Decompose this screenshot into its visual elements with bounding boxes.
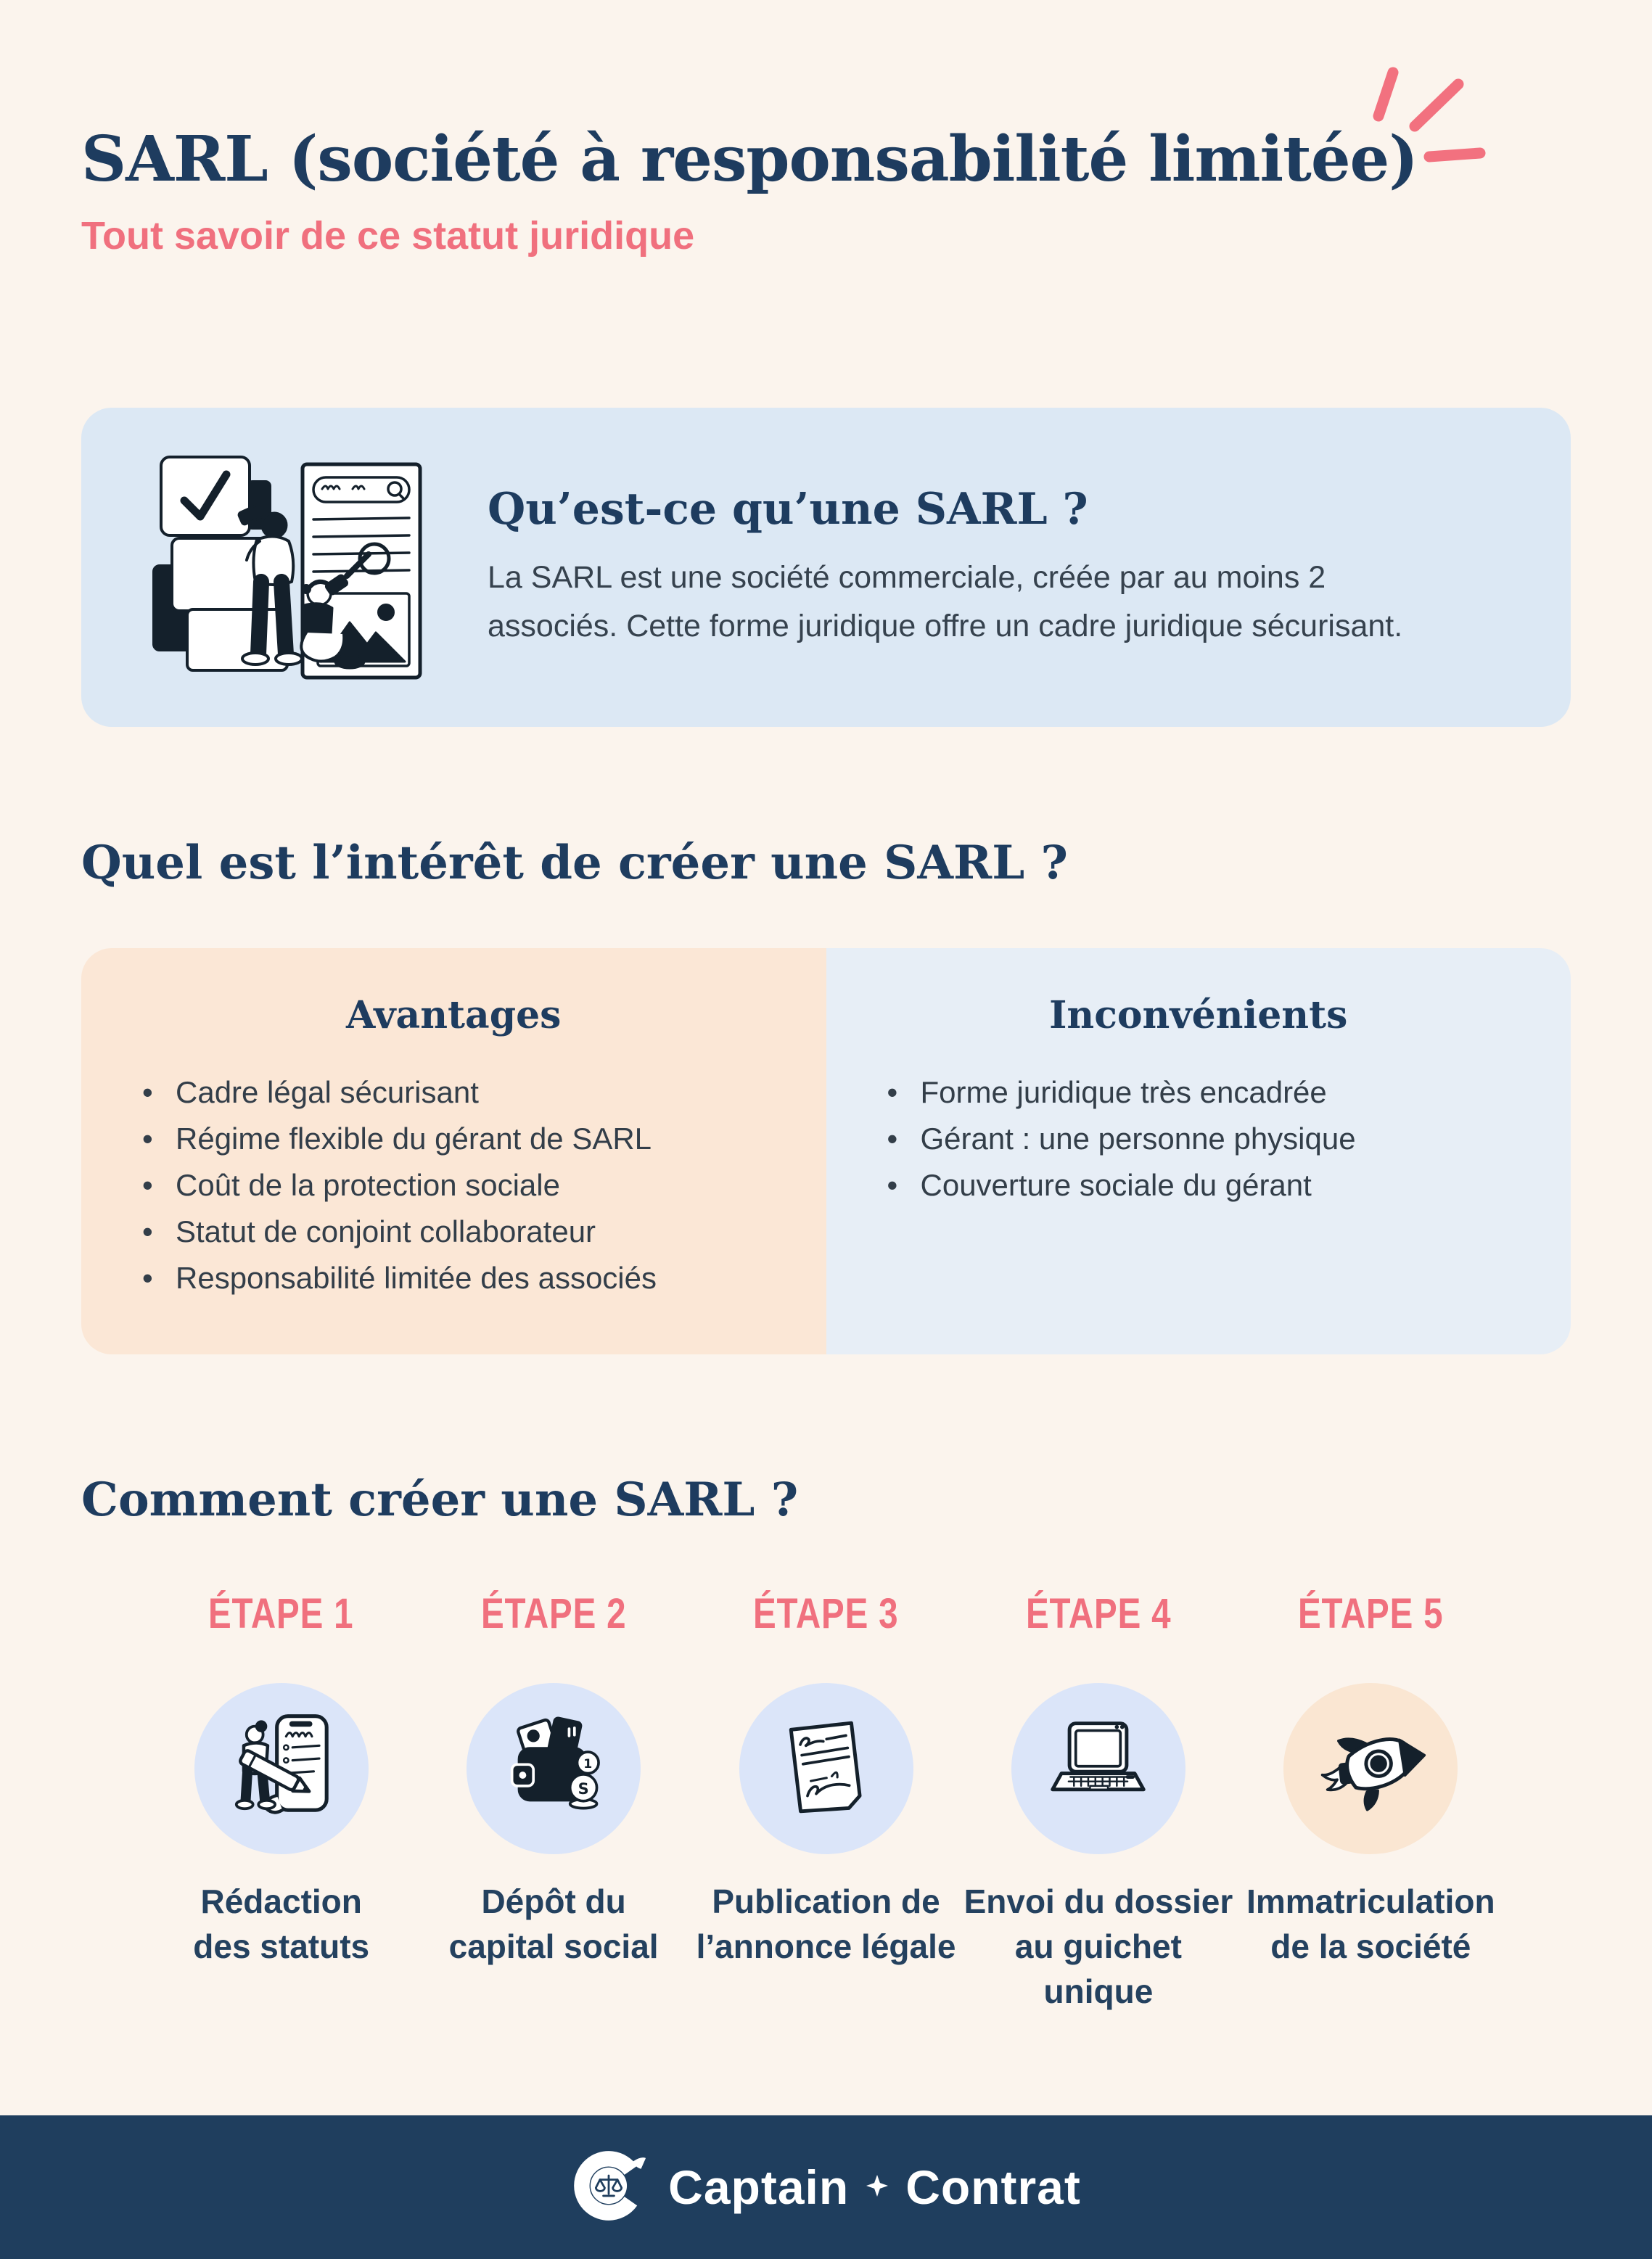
howto-section-heading: Comment créer une SARL ?: [81, 1473, 799, 1528]
advantage-item: • Coût de la protection sociale: [142, 1162, 797, 1209]
captain-contrat-scales-emblem: [571, 2145, 646, 2230]
step-2: [417, 1589, 689, 2014]
interest-section-heading: Quel est l’intérêt de créer une SARL ?: [81, 836, 1068, 891]
sparkle-strokes-icon: [1358, 49, 1489, 169]
step-5-label: [1246, 1879, 1495, 1969]
step-3-circle: [739, 1683, 913, 1854]
step-4: [962, 1589, 1234, 2014]
what-is-sarl-body: La SARL est une société commerciale, créée par au moins 2 associés. Cette forme juridique offre un cadre juridique sécurisant.: [488, 560, 1403, 644]
step-3-tag: ÉTAPE 3: [753, 1590, 899, 1638]
step-5-circle: [1283, 1683, 1458, 1854]
step-2-label: [449, 1879, 659, 1969]
advantages-panel: [81, 948, 826, 1354]
disadvantages-panel: [826, 948, 1571, 1354]
advantage-item: • Statut de conjoint collaborateur: [142, 1209, 797, 1255]
step-1: [145, 1589, 417, 2014]
two-people-reviewing-documents-illustration: [81, 444, 488, 691]
step-5-label-line2: de la société: [1270, 1927, 1471, 1966]
what-is-sarl-card: [81, 408, 1571, 727]
advantage-item: • Cadre légal sécurisant: [142, 1069, 797, 1116]
footer-brand-bar: [0, 2115, 1652, 2259]
step-5-tag: ÉTAPE 5: [1298, 1590, 1444, 1638]
step-1-circle: [194, 1683, 369, 1854]
step-2-label-line2: capital social: [448, 1927, 659, 1966]
what-is-sarl-content: [488, 484, 1571, 651]
step-2-circle: [467, 1683, 641, 1854]
star-icon: [866, 2175, 888, 2200]
page-subtitle: Tout savoir de ce statut juridique: [81, 214, 695, 258]
what-is-sarl-heading: Qu’est-ce qu’une SARL ?: [488, 484, 1088, 535]
step-4-circle: [1011, 1683, 1185, 1854]
signed-document-icon: [766, 1709, 886, 1829]
disadvantage-item: • Forme juridique très encadrée: [887, 1069, 1542, 1116]
step-4-tag: ÉTAPE 4: [1025, 1590, 1172, 1638]
step-2-tag: ÉTAPE 2: [480, 1590, 627, 1638]
step-3: [690, 1589, 962, 2014]
step-4-label-line1: Envoi du dossier: [963, 1883, 1233, 1921]
pros-cons-card: [81, 948, 1571, 1354]
step-4-label: [962, 1879, 1234, 2014]
disadvantage-item: • Couverture sociale du gérant: [887, 1162, 1542, 1209]
brand-word-captain: Captain: [668, 2160, 850, 2214]
step-5-label-line1: Immatriculation: [1246, 1883, 1495, 1921]
disadvantage-item: • Gérant : une personne physique: [887, 1116, 1542, 1162]
svg-text:1: 1: [583, 1757, 592, 1772]
step-1-tag: ÉTAPE 1: [208, 1590, 354, 1638]
rocket-icon: [1311, 1709, 1431, 1829]
advantage-item: • Responsabilité limitée des associés: [142, 1255, 797, 1301]
brand-word-contrat: Contrat: [905, 2160, 1081, 2214]
step-3-label: [696, 1879, 956, 1969]
step-1-label-line1: Rédaction: [200, 1883, 362, 1921]
advantages-heading: Avantages: [346, 993, 562, 1038]
step-1-label: [193, 1879, 369, 1969]
step-2-label-line1: Dépôt du: [481, 1883, 626, 1921]
step-3-label-line2: l’annonce légale: [696, 1927, 956, 1966]
step-5: [1235, 1589, 1507, 2014]
step-4-label-line2: au guichet unique: [1014, 1927, 1182, 2011]
advantage-item: • Régime flexible du gérant de SARL: [142, 1116, 797, 1162]
laptop-icon: [1038, 1709, 1158, 1829]
advantages-list: [81, 1069, 826, 1301]
step-1-label-line2: des statuts: [193, 1927, 370, 1966]
svg-text:S: S: [578, 1779, 589, 1798]
wallet-money-icon: [494, 1709, 614, 1829]
step-3-label-line1: Publication de: [712, 1883, 940, 1921]
disadvantages-heading: Inconvénients: [1049, 993, 1348, 1038]
disadvantages-list: [826, 1069, 1571, 1209]
page-title: SARL (société à responsabilité limitée): [81, 123, 1418, 196]
pencil-writing-statutes-icon: [220, 1707, 343, 1830]
steps-row: [81, 1589, 1571, 2014]
